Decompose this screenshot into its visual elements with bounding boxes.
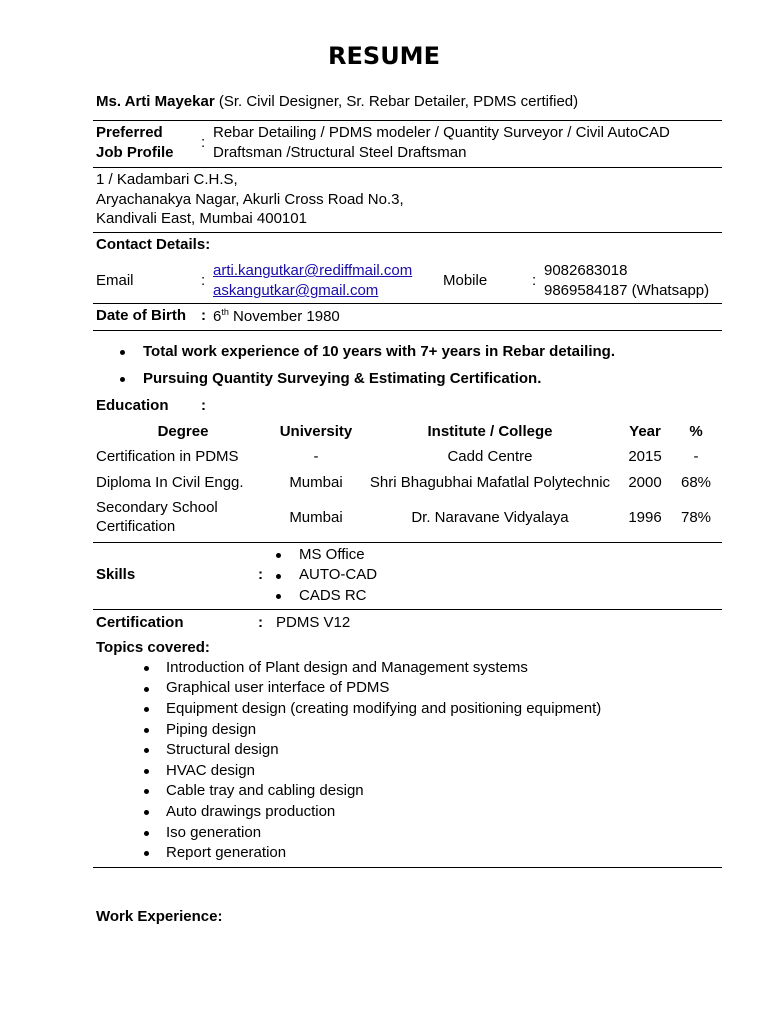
edu-row-3-degree-1: Secondary School [96,499,218,516]
divider [93,120,722,121]
bullet-icon [276,594,281,599]
mobile-number-1: 9082683018 [544,262,628,279]
edu-row-3-year: 1996 [628,509,662,526]
mobile-number-2: 9869584187 (Whatsapp) [544,282,710,299]
job-profile-value-1: Rebar Detailing / PDMS modeler / Quantity Surveyor / Civil AutoCAD [213,124,670,141]
divider [93,609,722,610]
education-label: Education [96,397,169,414]
topic-item-10: Report generation [166,844,287,861]
topic-item-7: Cable tray and cabling design [166,782,364,799]
dob-day: 6 [213,308,222,325]
highlight-1: Total work experience of 10 years with 7+ years in Rebar detailing. [143,343,615,360]
job-profile-value-2: Draftsman /Structural Steel Draftsman [213,144,467,161]
divider [93,167,722,168]
topic-item-3: Equipment design (creating modifying and positioning equipment) [166,700,602,717]
divider [93,232,722,233]
bullet-icon [276,574,281,579]
edu-row-2-institute: Shri Bhagubhai Mafatlal Polytechnic [369,474,611,491]
edu-row-2-university: Mumbai [289,474,343,491]
job-profile-colon: : [201,134,206,151]
contact-heading: Contact Details: [96,236,211,253]
bullet-icon [144,687,149,692]
address-line-1: 1 / Kadambari C.H.S, [96,171,238,188]
bullet-icon [144,851,149,856]
email-colon: : [201,272,206,289]
skill-item-2: AUTO-CAD [299,566,378,583]
email-link-1[interactable]: arti.kangutkar@rediffmail.com [213,262,413,279]
mobile-label: Mobile [443,272,488,289]
page-title: RESUME [328,42,440,70]
address-line-3: Kandivali East, Mumbai 400101 [96,210,307,227]
edu-row-3-percent: 78% [680,509,712,526]
dob-value [213,307,340,326]
bullet-icon [144,707,149,712]
skill-item-3: CADS RC [299,587,367,604]
dob-colon: : [201,307,206,324]
address-line-2: Aryachanakya Nagar, Akurli Cross Road No.3, [96,191,404,208]
bullet-icon [120,350,125,355]
highlight-2: Pursuing Quantity Surveying & Estimating Certification. [143,370,542,387]
bullet-icon [144,810,149,815]
topic-item-4: Piping design [166,721,257,738]
skill-item-1: MS Office [299,546,365,563]
edu-row-3-university: Mumbai [289,509,343,526]
bullet-icon [144,789,149,794]
work-experience-heading: Work Experience: [96,908,223,925]
edu-row-2-percent: 68% [680,474,712,491]
topic-item-6: HVAC design [166,762,255,779]
topic-item-8: Auto drawings production [166,803,336,820]
email-label: Email [96,272,134,289]
edu-row-3-institute: Dr. Naravane Vidyalaya [411,509,569,526]
bullet-icon [144,831,149,836]
edu-row-1-percent: - [693,448,699,465]
topic-item-9: Iso generation [166,824,262,841]
divider [93,330,722,331]
edu-header-institute: Institute / College [427,423,553,440]
topic-item-5: Structural design [166,741,279,758]
edu-header-percent: % [689,423,703,440]
bullet-icon [144,666,149,671]
bullet-icon [144,748,149,753]
edu-row-1-institute: Cadd Centre [447,448,533,465]
edu-row-2-degree: Diploma In Civil Engg. [96,474,244,491]
skills-label: Skills [96,566,136,583]
edu-header-year: Year [629,423,661,440]
candidate-name: Ms. Arti Mayekar [96,93,215,110]
skills-colon: : [258,566,263,583]
edu-row-2-year: 2000 [628,474,662,491]
certification-colon: : [258,614,263,631]
edu-row-1-university: - [313,448,319,465]
topic-item-1: Introduction of Plant design and Management systems [166,659,528,676]
divider [93,867,722,868]
mobile-colon: : [532,272,537,289]
edu-row-3-degree-2: Certification [96,518,176,535]
divider [93,303,722,304]
edu-row-1-year: 2015 [628,448,662,465]
certification-value: PDMS V12 [276,614,351,631]
topics-heading: Topics covered: [96,639,210,656]
divider [93,542,722,543]
dob-rest: November 1980 [228,308,340,325]
dob-label: Date of Birth [96,307,186,324]
bullet-icon [120,377,125,382]
education-colon: : [201,397,206,414]
bullet-icon [144,728,149,733]
dob-suffix: th [221,307,229,317]
edu-header-university: University [279,423,353,440]
job-profile-label-1: Preferred [96,124,163,141]
bullet-icon [144,769,149,774]
candidate-header [96,93,578,111]
job-profile-label-2: Job Profile [96,144,174,161]
candidate-designation: (Sr. Civil Designer, Sr. Rebar Detailer, PDMS certified) [218,93,579,110]
edu-header-degree: Degree [157,423,209,440]
bullet-icon [276,553,281,558]
topic-item-2: Graphical user interface of PDMS [166,679,390,696]
email-link-2[interactable]: askangutkar@gmail.com [213,282,379,299]
edu-row-1-degree: Certification in PDMS [96,448,239,465]
certification-label: Certification [96,614,184,631]
